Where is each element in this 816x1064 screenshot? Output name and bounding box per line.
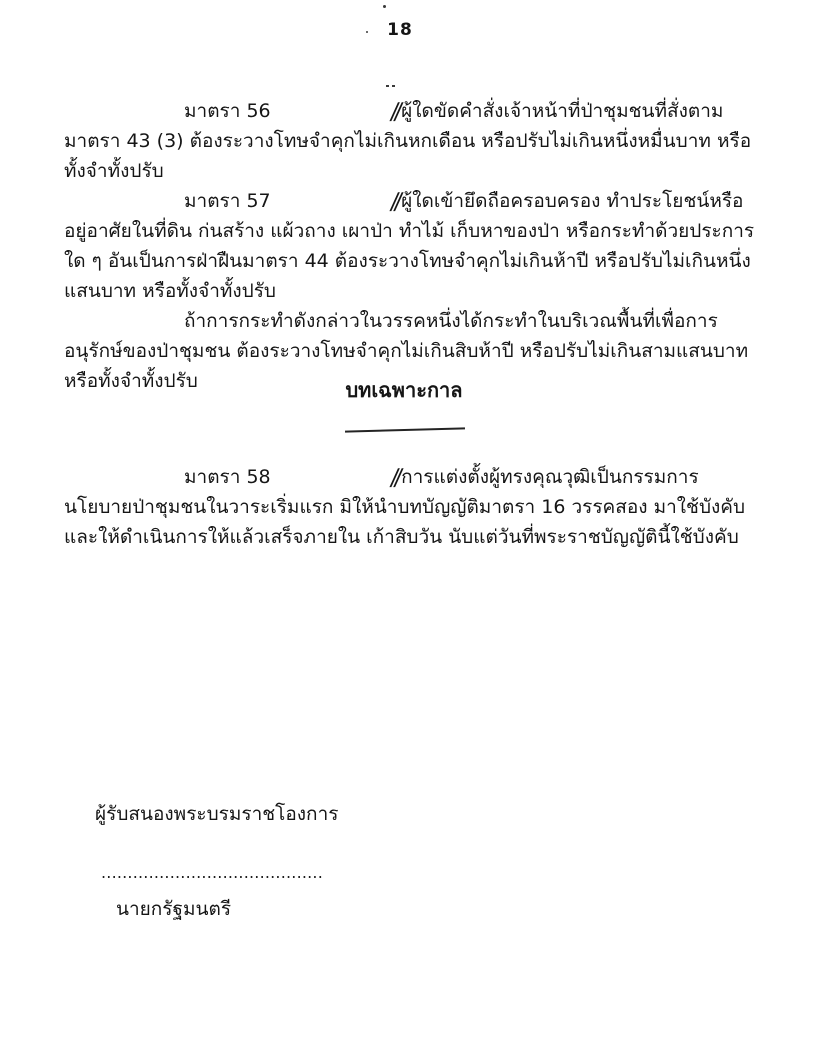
transitional-provisions-heading: บทเฉพาะกาล xyxy=(345,378,463,402)
section-57-paragraph-2: ถ้าการกระทำดังกล่าวในวรรคหนึ่งได้กระทำในบริเวณพื้นที่เพื่อการอนุรักษ์ของป่าชุมชน ต้องระวางโทษจำคุกไม่เกินสิบห้าปี หรือปรับไม่เกินสามแสนบาท หรือทั้งจำทั้งปรับ xyxy=(64,310,749,392)
section-56-label: มาตรา 56 xyxy=(184,100,271,122)
countersign-label: ผู้รับสนองพระบรมราชโองการ xyxy=(95,803,339,825)
page-number: 18 xyxy=(387,20,413,40)
section-58-paragraph xyxy=(64,462,756,552)
insertion-mark-icon: // xyxy=(388,465,400,491)
scan-speckle xyxy=(366,31,368,33)
section-56 xyxy=(64,96,756,186)
section-57 xyxy=(64,186,756,396)
section-57-body: ผู้ใดเข้ายึดถือครอบครอง ทำประโยชน์หรืออยู่อาศัยในที่ดิน ก่นสร้าง แผ้วถาง เผาป่า ทำไม้ เก็บหาของป่า หรือกระทำด้วยประการใด ๆ อันเป็นการฝ่าฝืนมาตรา 44 ต้องระวางโทษจำคุกไม่เกินห้าปี หรือปรับไม่เกินหนึ่งแสนบาท หรือทั้งจำทั้งปรับ xyxy=(64,190,755,302)
scan-speckle xyxy=(383,5,386,8)
insertion-mark-icon: // xyxy=(388,189,400,215)
section-57-paragraph-1 xyxy=(64,186,756,306)
section-58 xyxy=(64,462,756,552)
section-56-paragraph xyxy=(64,96,756,186)
insertion-mark-icon: // xyxy=(388,99,400,125)
section-58-label: มาตรา 58 xyxy=(184,466,271,488)
section-56-body: ผู้ใดขัดคำสั่งเจ้าหน้าที่ป่าชุมชนที่สั่งตามมาตรา 43 (3) ต้องระวางโทษจำคุกไม่เกินหกเดือน หรือปรับไม่เกินหนึ่งหมื่นบาท หรือทั้งจำทั้งปรับ xyxy=(64,100,752,182)
heading-underline-rule xyxy=(345,427,465,432)
signature-dotted-line: .......................................... xyxy=(101,863,324,882)
signatory-title: นายกรัฐมนตรี xyxy=(116,898,232,920)
section-58-body: การแต่งตั้งผู้ทรงคุณวุฒิเป็นกรรมการนโยบายป่าชุมชนในวาระเริ่มแรก มิให้นำบทบัญญัติมาตรา 16 วรรคสอง มาใช้บังคับ และให้ดำเนินการให้แล้วเสร็จภายใน เก้าสิบวัน นับแต่วันที่พระราชบัญญัตินี้ใช้บังคับ xyxy=(64,466,746,548)
section-57-label: มาตรา 57 xyxy=(184,190,271,212)
scan-speckle xyxy=(386,85,389,87)
